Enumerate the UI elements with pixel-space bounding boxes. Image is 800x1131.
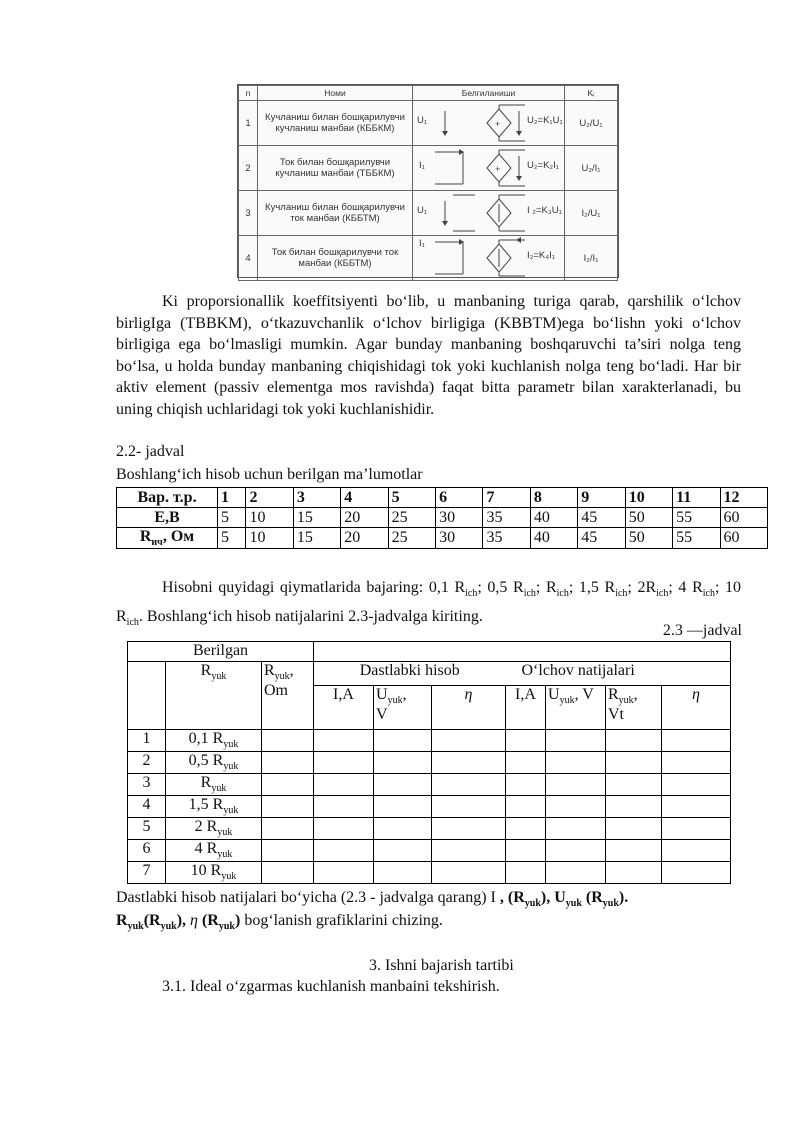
figure-row-k: I₂/I₁	[565, 236, 618, 281]
table-cell: 5	[218, 508, 246, 528]
table-row	[128, 796, 731, 818]
table-row	[117, 508, 768, 528]
table-2-3-label: 2.3 —jadval	[662, 622, 742, 639]
figure-header-name: Номи	[258, 86, 413, 101]
paragraph-calculation: Hisobni quyidagi qiymatlarida bajaring: 0,1 $R_{ich}$; 0,5 $R_{ich}$; $R_{ich}$; 1,5 $R_{ich}$; $2R_{ich}$; 4 $R_{ich}$; 10 $R_{ich}$. Boshlang‘ich hisob natijalarini 2.3-jadvalga kiriting.	[116, 579, 742, 629]
table-cell: 12	[720, 488, 768, 508]
table-2-3-row-number: 2	[128, 752, 166, 774]
section-3-heading: 3. Ishni bajarish tartibi	[369, 957, 514, 974]
table-row	[128, 840, 731, 862]
figure-row-name: Ток билан бошқарилувчи кучланиш манбаи (ТББКМ)	[258, 146, 413, 191]
table-cell: 5	[218, 528, 246, 549]
table-cell: 6	[436, 488, 483, 508]
table-2-3-row-number: 1	[128, 730, 166, 752]
figure-row-output: I₂=K₄I₁	[527, 250, 555, 261]
figure-row-input: I₁	[419, 238, 425, 249]
figure-row	[239, 146, 618, 191]
table-2-3-header-r-measured: $R_{yuk}$, Vt	[606, 686, 662, 730]
table-cell: 3	[293, 488, 340, 508]
paragraph-coefficient: Ki proporsionallik koeffitsiyenti bo‘lib, u manbaning turiga qarab, qarshilik o‘lchov birligIga (TBBKM), o‘tkazuvchanlik o‘lchov birligiga (KBBTM)ega bo‘lishn yoki o‘lchov birligiga ega bo‘lmasligi mumkin. Agar bunday manbaning boshqaruvchi ta’siri nolga teng bo‘lsa, u holda bunday manbaning chiqishidagi tok yoki kuchlanish nolga teng bo‘ladi. Har bir aktiv element (passiv elementga mos ravishda) faqat bitta parametr bilan xarakterlanadi, bu uning chiqish uchlaridagi tok yoki kuchlanishidir.	[116, 293, 741, 418]
table-row	[128, 818, 731, 840]
table-2-3-header-r-om: $R_{yuk}$, Om	[262, 662, 314, 730]
figure-row-k: U₂/I₁	[565, 146, 618, 191]
table-2-3-header-eta-measured: η	[662, 686, 731, 730]
table-cell: 20	[341, 508, 388, 528]
table-2-3-row-number: 4	[128, 796, 166, 818]
figure-row-name: Кучланиш билан бошқарилувчи ток манбаи (КББТМ)	[258, 191, 413, 236]
table-row	[117, 488, 768, 508]
table-row	[128, 862, 731, 884]
table-cell: 7	[483, 488, 530, 508]
table-2-2-caption: Boshlang‘ich hisob uchun berilgan ma’lumotlar	[116, 466, 423, 483]
table-2-3-header-olchov: O‘lchov natijalari	[506, 662, 731, 686]
figure-row-symbol	[413, 191, 565, 236]
table-cell: 4	[341, 488, 388, 508]
table-cell: 20	[341, 528, 388, 549]
figure-row-input: U₁	[417, 205, 428, 216]
table-cell: 35	[483, 508, 530, 528]
figure-row-output: I ₂=K₃U₁	[527, 205, 562, 216]
table-2-3-row-load: 10 $R_{yuk}$	[166, 862, 262, 884]
figure-row-k: U₂/U₁	[565, 101, 618, 146]
figure-header-symbol: Белгиланиши	[413, 86, 565, 101]
table-cell: 9	[578, 488, 625, 508]
table-row	[128, 774, 731, 796]
table-2-3-header-u-measured: $U_{yuk}$, V	[546, 686, 606, 730]
table-2-3-header-r: $R_{yuk}$	[166, 662, 262, 730]
table-cell: 30	[436, 508, 483, 528]
table-2-3	[127, 641, 731, 884]
figure-row-symbol	[413, 146, 565, 191]
cccs-symbol-icon	[415, 236, 583, 280]
graph-instruction-continued: $R_{yuk}(R_{yuk})$, η $(R_{yuk})$ bog‘lanish grafiklarini chizing.	[116, 912, 443, 933]
table-2-2-label: 2.2- jadval	[116, 443, 185, 460]
figure-row-name: Кучланиш билан бошқарилувчи кучланиш манбаи (КББКМ)	[258, 101, 413, 146]
table-cell: 50	[625, 508, 672, 528]
figure-row	[239, 101, 618, 146]
figure-row	[239, 191, 618, 236]
figure-row-number: 2	[239, 146, 258, 191]
table-row	[128, 662, 731, 686]
section-3-1-heading: 3.1. Ideal o‘zgarmas kuchlanish manbaini tekshirish.	[162, 978, 500, 995]
table-2-2-header-variant: Вар. т.р.	[117, 488, 218, 508]
table-cell: 10	[246, 528, 293, 549]
figure-row-input: I₁	[419, 160, 425, 171]
table-2-3-row-load: $R_{yuk}$	[166, 774, 262, 796]
table-2-3-row-load: 0,5 $R_{yuk}$	[166, 752, 262, 774]
table-2-3-row-number: 7	[128, 862, 166, 884]
graph-instruction: Dastlabki hisob natijalari bo‘yicha (2.3 - jadvalga qarang) I , $(R_{yuk})$, $U_{yuk}$ $(R_{yuk})$.	[116, 889, 629, 910]
table-2-3-header-ia-measured: I,A	[506, 686, 546, 730]
table-cell: 30	[436, 528, 483, 549]
table-cell: 5	[388, 488, 435, 508]
table-cell: 25	[388, 528, 435, 549]
figure-row-number: 4	[239, 236, 258, 281]
table-row	[128, 752, 731, 774]
figure-header-n: n	[239, 86, 258, 101]
figure-row-input: U₁	[417, 115, 428, 126]
table-2-3-row-load: 0,1 $R_{yuk}$	[166, 730, 262, 752]
table-row	[128, 730, 731, 752]
table-cell: 45	[578, 528, 625, 549]
table-2-2-e-label: E,B	[117, 508, 218, 528]
table-cell: 50	[625, 528, 672, 549]
table-cell: 40	[530, 508, 577, 528]
figure-header-k: Kᵢ	[565, 86, 618, 101]
figure-row-symbol	[413, 101, 565, 146]
table-cell: 10	[246, 508, 293, 528]
table-cell: 11	[673, 488, 720, 508]
figure-row	[239, 236, 618, 281]
table-cell: 40	[530, 528, 577, 549]
table-2-2-r-label: $R_{ич}$, Ом	[117, 528, 218, 549]
table-2-3-row-load: 1,5 $R_{yuk}$	[166, 796, 262, 818]
table-cell: 55	[673, 528, 720, 549]
table-cell: 2	[246, 488, 293, 508]
table-cell: 8	[530, 488, 577, 508]
table-2-3-header-ia: I,A	[314, 686, 374, 730]
table-2-2	[116, 487, 768, 549]
controlled-sources-figure	[237, 84, 619, 278]
svg-text:+: +	[495, 119, 501, 129]
table-cell	[128, 662, 166, 730]
table-2-3-header-dastlabki: Dastlabki hisob	[314, 662, 506, 686]
figure-header-row	[239, 86, 618, 101]
svg-text:+: +	[495, 164, 501, 174]
table-cell: 55	[673, 508, 720, 528]
table-row	[128, 642, 731, 662]
table-cell: 60	[720, 508, 768, 528]
table-2-3-header-eta: η	[432, 686, 506, 730]
table-row	[117, 528, 768, 549]
figure-row-number: 1	[239, 101, 258, 146]
table-2-3-row-number: 3	[128, 774, 166, 796]
figure-row-number: 3	[239, 191, 258, 236]
controlled-sources-table	[238, 85, 618, 281]
figure-row-symbol	[413, 236, 565, 281]
table-cell: 15	[293, 528, 340, 549]
table-cell: 15	[293, 508, 340, 528]
figure-row-k: I₂/U₁	[565, 191, 618, 236]
figure-row-output: U₂=K₂I₁	[527, 160, 559, 171]
figure-row-name: Ток билан бошқарилувчи ток манбаи (КББТМ)	[258, 236, 413, 281]
figure-row-output: U₂=K₁U₁	[527, 115, 563, 126]
table-2-3-row-number: 5	[128, 818, 166, 840]
table-cell: 45	[578, 508, 625, 528]
table-cell: 10	[625, 488, 672, 508]
table-2-3-row-number: 6	[128, 840, 166, 862]
table-2-3-header-u: $U_{yuk}$, V	[374, 686, 432, 730]
table-2-3-row-load: 2 $R_{yuk}$	[166, 818, 262, 840]
table-2-3-row-load: 4 $R_{yuk}$	[166, 840, 262, 862]
table-cell: 60	[720, 528, 768, 549]
table-2-3-header-berilgan: Berilgan	[128, 642, 314, 662]
table-cell: 1	[218, 488, 246, 508]
table-cell	[314, 642, 731, 662]
table-cell: 35	[483, 528, 530, 549]
table-cell: 25	[388, 508, 435, 528]
